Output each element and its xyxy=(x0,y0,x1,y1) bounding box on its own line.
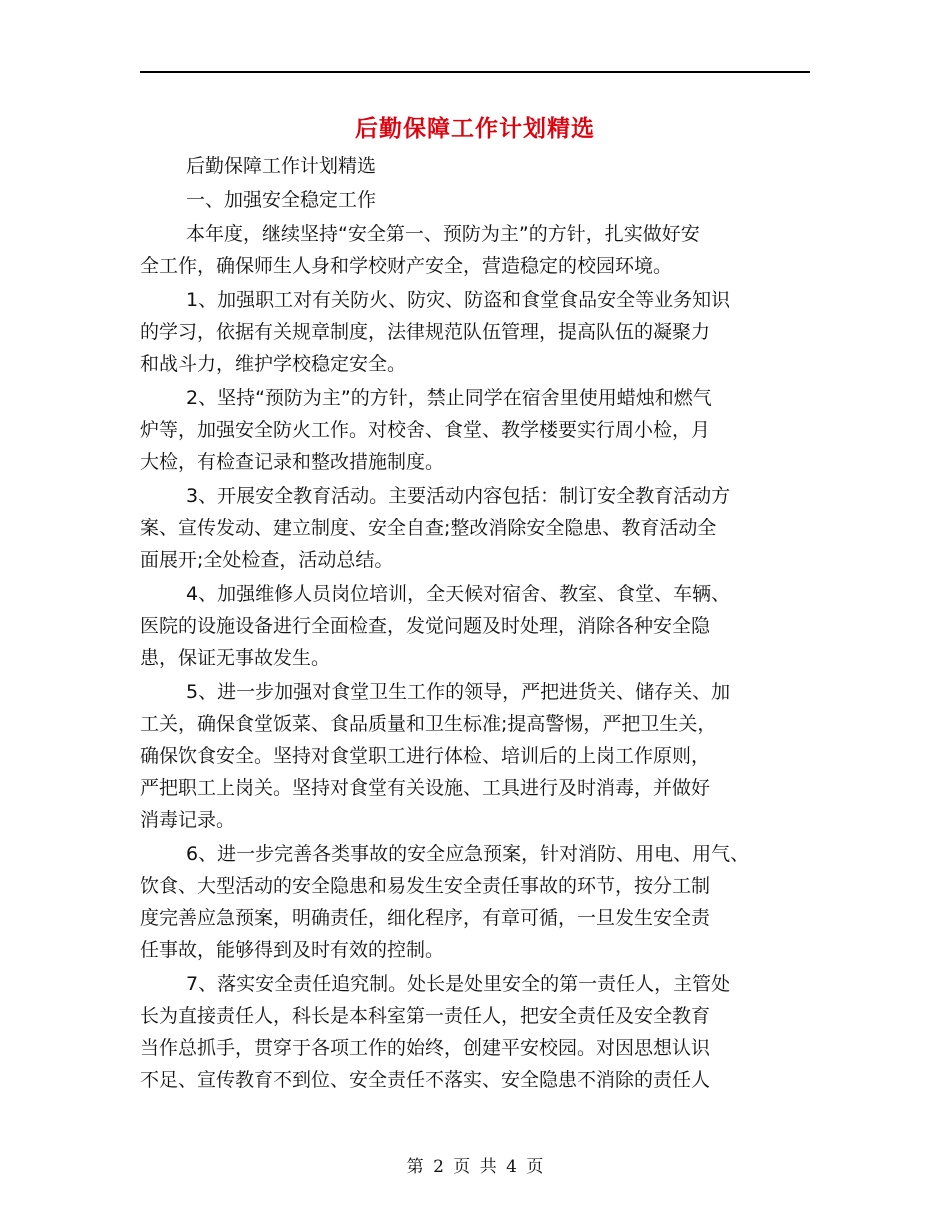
paragraph xyxy=(140,184,820,216)
text-line: 炉等，加强安全防火工作。对校舍、食堂、教学楼要实行周小检，月 xyxy=(140,419,711,441)
text-line: 严把职工上岗关。坚持对食堂有关设施、工具进行及时消毒，并做好 xyxy=(140,777,711,799)
paragraph xyxy=(140,838,820,966)
text-line: 全工作，确保师生人身和学校财产安全，营造稳定的校园环境。 xyxy=(140,255,673,277)
paragraph xyxy=(140,218,820,282)
text-line: 任事故，能够得到及时有效的控制。 xyxy=(140,939,445,961)
paragraph xyxy=(140,578,820,674)
text-line: 1、加强职工对有关防火、防灾、防盗和食堂食品安全等业务知识 xyxy=(186,289,731,311)
paragraph xyxy=(140,150,820,182)
text-line: 3、开展安全教育活动。主要活动内容包括：制订安全教育活动方 xyxy=(186,485,731,507)
text-line: 饮食、大型活动的安全隐患和易发生安全责任事故的环节，按分工制 xyxy=(140,875,711,897)
text-line: 和战斗力，维护学校稳定安全。 xyxy=(140,353,407,375)
text-line: 2、坚持“预防为主”的方针，禁止同学在宿舍里使用蜡烛和燃气 xyxy=(186,387,712,409)
text-line: 消毒记录。 xyxy=(140,809,236,831)
text-line: 当作总抓手，贯穿于各项工作的始终，创建平安校园。对因思想认识 xyxy=(140,1037,711,1059)
document-body xyxy=(140,150,820,1098)
text-line: 患，保证无事故发生。 xyxy=(140,647,331,669)
paragraph xyxy=(140,968,820,1096)
text-line: 7、落实安全责任追究制。处长是处里安全的第一责任人，主管处 xyxy=(186,973,731,995)
text-line: 案、宣传发动、建立制度、安全自查;整改消除安全隐患、教育活动全 xyxy=(140,517,717,539)
text-line: 度完善应急预案，明确责任，细化程序，有章可循，一旦发生安全责 xyxy=(140,907,711,929)
text-line: 工关，确保食堂饭菜、食品质量和卫生标准;提高警惕，严把卫生关， xyxy=(140,713,717,735)
text-line: 的学习，依据有关规章制度，法律规范队伍管理，提高队伍的凝聚力 xyxy=(140,321,711,343)
text-line: 不足、宣传教育不到位、安全责任不落实、安全隐患不消除的责任人 xyxy=(140,1069,711,1091)
text-line: 一、加强安全稳定工作 xyxy=(186,189,377,211)
text-line: 面展开;全处检查，活动总结。 xyxy=(140,549,394,571)
text-line: 6、进一步完善各类事故的安全应急预案，针对消防、用电、用气、 xyxy=(186,843,750,865)
header-rule xyxy=(140,71,810,73)
text-line: 本年度，继续坚持“安全第一、预防为主”的方针，扎实做好安 xyxy=(186,223,700,245)
paragraph xyxy=(140,382,820,478)
text-line: 长为直接责任人，科长是本科室第一责任人，把安全责任及安全教育 xyxy=(140,1005,711,1027)
text-line: 大检，有检查记录和整改措施制度。 xyxy=(140,451,445,473)
paragraph xyxy=(140,676,820,836)
document-title: 后勤保障工作计划精选 xyxy=(355,115,595,142)
text-line: 医院的设施设备进行全面检查，发觉问题及时处理，消除各种安全隐 xyxy=(140,615,711,637)
page-footer: 第 2 页 共 4 页 xyxy=(406,1157,544,1177)
paragraph xyxy=(140,480,820,576)
text-line: 5、进一步加强对食堂卫生工作的领导，严把进货关、储存关、加 xyxy=(186,681,731,703)
text-line: 后勤保障工作计划精选 xyxy=(186,155,377,177)
text-line: 确保饮食安全。坚持对食堂职工进行体检、培训后的上岗工作原则， xyxy=(140,745,711,767)
text-line: 4、加强维修人员岗位培训，全天候对宿舍、教室、食堂、车辆、 xyxy=(186,583,731,605)
paragraph xyxy=(140,284,820,380)
